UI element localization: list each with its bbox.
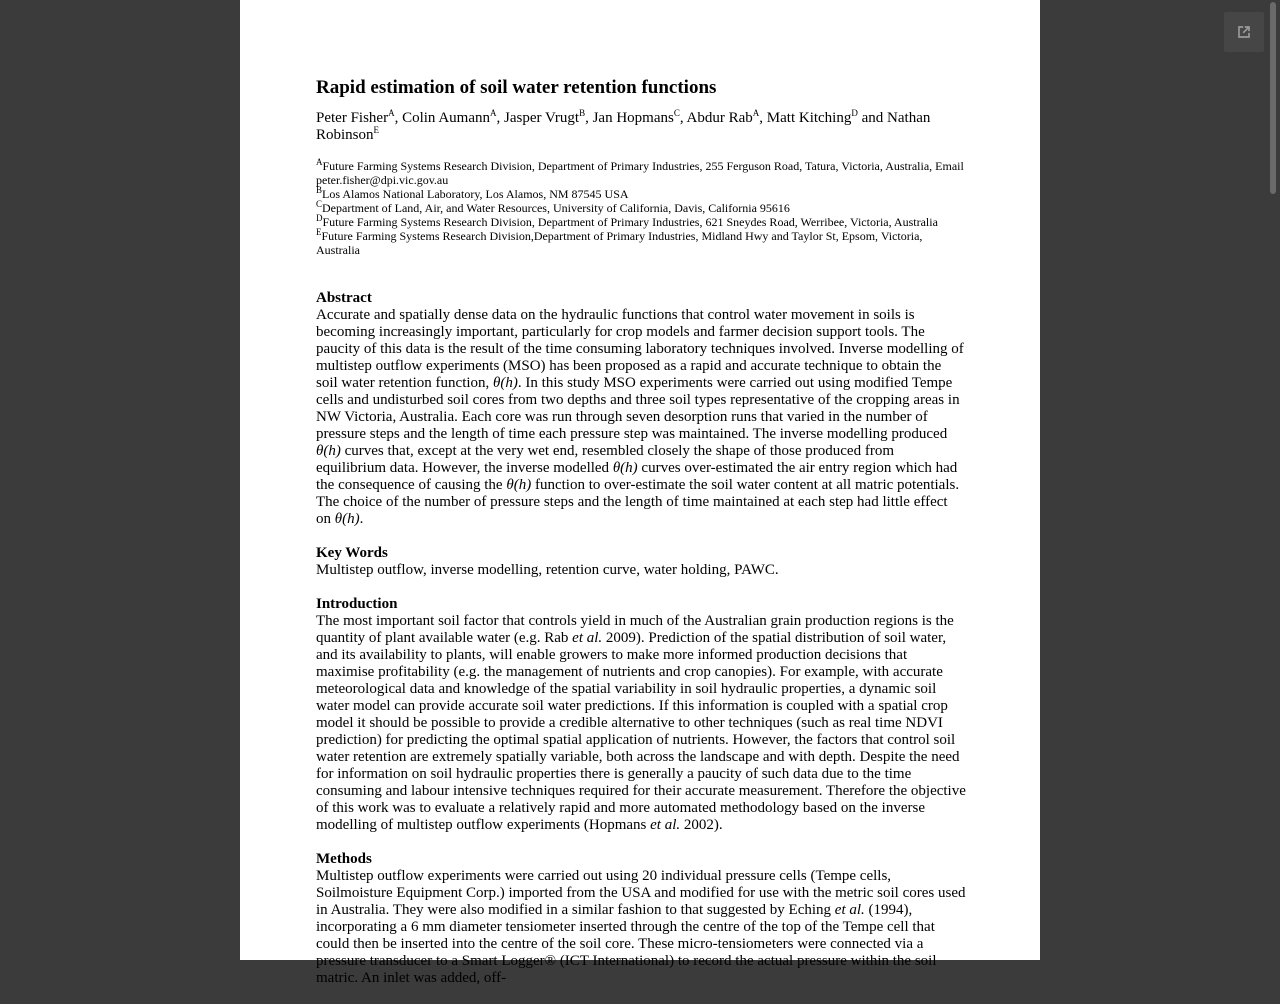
body-text: . In this study MSO experiments were carried out using modified Tempe cells and undisturbed soil cores from two depths and three soil types representative of the cropping areas in NW Victoria, Australia. Each core was run through seven desorption runs that varied in the number of pressure steps and the length of time each pressure step was maintained. The inverse modelling produced — [316, 375, 960, 442]
author-name: Jasper Vrugt — [504, 110, 580, 126]
section-abstract — [316, 290, 966, 528]
section-methods — [316, 851, 966, 987]
affiliation-line — [316, 201, 966, 215]
section-body — [316, 307, 966, 528]
section-body — [316, 613, 966, 834]
affiliation-mark: B — [579, 108, 586, 118]
italic-text: et al. — [834, 902, 865, 918]
author-separator: , — [394, 110, 403, 126]
italic-text: θ(h) — [316, 443, 341, 459]
affiliation-text: Future Farming Systems Research Division,Department of Primary Industries, Midland Hwy and Taylor St, Epsom, Victoria, Australia — [316, 229, 923, 257]
body-text: (1994), incorporating a 6 mm diameter tensiometer inserted through the centre of the top of the Tempe cell that could then be inserted into the centre of the soil core. These micro-tensiometers were connected via a pressure transducer to a Smart Logger® (ICT International) to record the actual pressure within the soil matric. An inlet was added, off- — [316, 902, 937, 986]
page-content — [316, 76, 966, 1004]
italic-text: et al. — [650, 817, 681, 833]
italic-text: et al. — [572, 630, 603, 646]
body-text: The most important soil factor that controls yield in much of the Australian grain production regions is the quantity of plant available water (e.g. Rab — [316, 613, 954, 646]
paper-title: Rapid estimation of soil water retention functions — [316, 77, 717, 98]
affiliation-line — [316, 215, 966, 229]
author-separator: , — [496, 110, 504, 126]
author-separator: , — [585, 110, 593, 126]
affiliation-mark: C — [673, 108, 680, 118]
body-text: curves over-estimated the air entry region which had the consequence of causing the — [316, 460, 958, 493]
body-text: curves that, except at the very wet end, resembled closely the shape of those produced from equilibrium data. However, the inverse modelled — [316, 443, 894, 476]
affiliation-line — [316, 187, 966, 201]
author-name: Jan Hopmans — [592, 110, 674, 126]
section-heading: Key Words — [316, 545, 388, 561]
section-key-words — [316, 545, 966, 579]
affiliation-mark: D — [316, 213, 323, 223]
affiliation-mark: B — [316, 185, 323, 195]
affiliation-mark: A — [490, 108, 497, 118]
author-name: Abdur Rab — [686, 110, 753, 126]
affiliation-line — [316, 229, 966, 257]
affiliation-mark: C — [316, 199, 323, 209]
affiliation-list — [316, 159, 966, 257]
italic-text: θ(h) — [612, 460, 638, 476]
affiliation-mark: A — [388, 108, 395, 118]
affiliation-text: Future Farming Systems Research Division, Department of Primary Industries, 255 Ferguson Road, Tatura, Victoria, Australia, Email peter.fisher@dpi.vic.gov.au — [316, 159, 964, 187]
affiliation-text: Los Alamos National Laboratory, Los Alamos, NM 87545 USA — [322, 187, 629, 201]
italic-text: θ(h) — [506, 477, 532, 493]
section-introduction — [316, 596, 966, 834]
body-text: . — [359, 511, 364, 527]
body-text: Multistep outflow experiments were carried out using 20 individual pressure cells (Tempe cells, Soilmoisture Equipment Corp.) imported from the USA and modified for use with the metric soil cores used in Australia. They were also modified in a similar fashion to that suggested by Eching — [316, 868, 966, 918]
author-name: Matt Kitching — [766, 110, 852, 126]
body-text: Multistep outflow, inverse modelling, retention curve, water holding, PAWC. — [316, 562, 779, 578]
open-in-new-window-icon — [1234, 22, 1254, 42]
affiliation-mark: E — [373, 125, 380, 135]
author-separator: , — [759, 110, 767, 126]
section-heading: Methods — [316, 851, 372, 867]
pdf-page — [240, 0, 1040, 986]
body-text: 2002). — [680, 817, 723, 833]
affiliation-text: Department of Land, Air, and Water Resources, University of California, Davis, California 95616 — [322, 201, 790, 215]
affiliation-mark: A — [752, 108, 760, 118]
body-text: function to over-estimate the soil water content at all matric potentials. The choice of the number of pressure steps and the length of time maintained at each step had little effect on — [316, 477, 960, 527]
affiliation-line — [316, 159, 966, 187]
author-list — [316, 110, 966, 144]
affiliation-text: Future Farming Systems Research Division, Department of Primary Industries, 621 Sneydes Road, Werribee, Victoria, Australia — [322, 215, 938, 229]
italic-text: θ(h) — [334, 511, 360, 527]
author-separator: , — [679, 110, 687, 126]
paper-sections — [316, 290, 966, 987]
italic-text: θ(h) — [493, 375, 518, 391]
author-name: Colin Aumann — [402, 110, 490, 126]
popout-button[interactable] — [1224, 12, 1264, 52]
affiliation-mark: E — [316, 227, 322, 237]
section-body — [316, 868, 966, 987]
author-separator: and — [857, 110, 888, 126]
section-heading: Abstract — [316, 290, 372, 306]
section-body — [316, 562, 966, 579]
section-heading: Introduction — [316, 596, 398, 612]
affiliation-mark: A — [316, 157, 323, 167]
author-name: Peter Fisher — [316, 110, 389, 126]
body-text: Accurate and spatially dense data on the hydraulic functions that control water movement in soils is becoming increasingly important, particularly for crop models and farmer decision support tools. The paucity of this data is the result of the time consuming laboratory techniques involved. Inverse modelling of multistep outflow experiments (MSO) has been proposed as a rapid and accurate technique to obtain the soil water retention function, — [316, 307, 964, 391]
author-name: Nathan Robinson — [316, 110, 931, 143]
affiliation-mark: D — [851, 108, 858, 118]
body-text: 2009). Prediction of the spatial distribution of soil water, and its availability to plants, will enable growers to make more informed production decisions that maximise profitability (e.g. the management of nutrients and crop canopies). For example, with accurate meteorological data and knowledge of the spatial variability in soil hydraulic properties, a dynamic soil water model can provide accurate soil water predictions. If this information is coupled with a spatial crop model it should be possible to provide a credible alternative to other techniques (such as real time NDVI prediction) for predicting the optimal spatial application of nutrients. However, the factors that control soil water retention are extremely spatially variable, both across the landscape and with depth. Despite the need for information on soil hydraulic properties there is generally a paucity of such data due to the time consuming and labour intensive techniques required for their accurate measurement. Therefore the objective of this work was to evaluate a relatively rapid and more automated methodology based on the inverse modelling of multistep outflow experiments (Hopmans — [316, 630, 966, 833]
scrollbar-thumb[interactable] — [1270, 2, 1276, 194]
